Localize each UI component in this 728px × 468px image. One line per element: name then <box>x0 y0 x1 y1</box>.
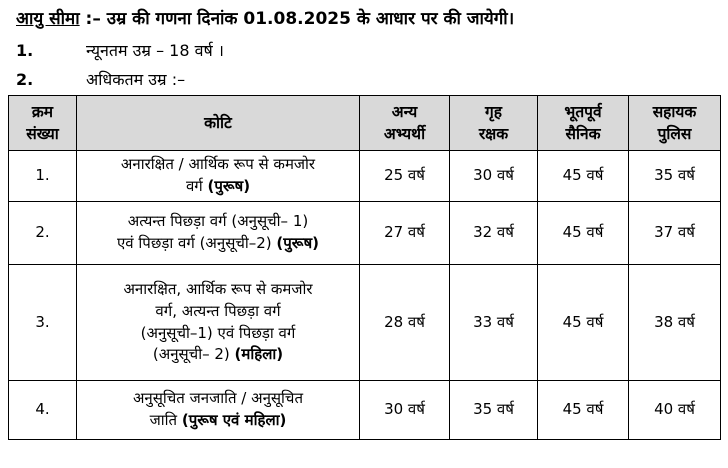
category-line <box>83 344 353 366</box>
header-line: क्रम <box>31 102 54 121</box>
header-line: भूतपूर्व <box>564 102 602 121</box>
ex-serviceman-age: 45 वर्ष <box>538 265 629 381</box>
header-line: अभ्यर्थी <box>383 125 426 143</box>
gender-label: (पुरूष) <box>207 177 251 195</box>
header-assistant-police <box>629 96 721 151</box>
header-serial-number <box>9 96 77 151</box>
header-line: सैनिक <box>565 125 601 143</box>
header-line: गृह <box>485 102 502 121</box>
category-line <box>83 176 353 198</box>
maximum-age-table <box>8 95 721 440</box>
category-line: अनुसूचित जनजाति / अनुसूचित <box>132 389 304 408</box>
table-row <box>9 265 721 381</box>
gender-label: (पुरूष एवं महिला) <box>181 411 287 429</box>
header-line: संख्या <box>26 125 59 143</box>
table-header-row <box>9 96 721 151</box>
header-line: अन्य <box>391 102 418 121</box>
item-number: 2. <box>16 70 34 89</box>
other-candidates-age: 28 वर्ष <box>360 265 450 381</box>
other-candidates-age: 30 वर्ष <box>360 381 450 440</box>
home-guard-age: 30 वर्ष <box>450 151 538 202</box>
category-text: जाति <box>149 411 182 429</box>
category-line <box>83 410 353 432</box>
table-row <box>9 151 721 202</box>
home-guard-age: 33 वर्ष <box>450 265 538 381</box>
category-cell <box>77 202 360 265</box>
age-limit-calculation-note: :– उम्र की गणना दिनांक 01.08.2025 के आधार पर की जायेगी। <box>79 9 515 29</box>
ex-serviceman-age: 45 वर्ष <box>538 202 629 265</box>
header-line: रक्षक <box>478 125 509 143</box>
assistant-police-age: 40 वर्ष <box>629 381 721 440</box>
category-text: एवं पिछड़ा वर्ग (अनुसूची–2) <box>117 234 277 252</box>
maximum-age-text: अधिकतम उम्र :– <box>86 70 186 89</box>
serial-cell: 1. <box>9 151 77 202</box>
assistant-police-age: 37 वर्ष <box>629 202 721 265</box>
category-cell <box>77 265 360 381</box>
header-ex-serviceman <box>538 96 629 151</box>
serial-cell: 2. <box>9 202 77 265</box>
category-line <box>83 233 353 255</box>
header-home-guard <box>450 96 538 151</box>
category-line: अनारक्षित / आर्थिक रूप से कमजोर <box>120 155 316 174</box>
ex-serviceman-age: 45 वर्ष <box>538 381 629 440</box>
serial-cell: 3. <box>9 265 77 381</box>
header-line: पुलिस <box>657 125 692 143</box>
category-line: अत्यन्त पिछड़ा वर्ग (अनुसूची– 1) <box>127 212 309 231</box>
category-line: अनारक्षित, आर्थिक रूप से कमजोर <box>123 280 313 298</box>
other-candidates-age: 25 वर्ष <box>360 151 450 202</box>
home-guard-age: 35 वर्ष <box>450 381 538 440</box>
assistant-police-age: 35 वर्ष <box>629 151 721 202</box>
gender-label: (महिला) <box>234 345 284 364</box>
table-row <box>9 381 721 440</box>
category-text: वर्ग <box>185 177 208 195</box>
minimum-age-item <box>16 39 224 61</box>
assistant-police-age: 38 वर्ष <box>629 265 721 381</box>
maximum-age-item <box>16 68 185 90</box>
minimum-age-text: न्यूनतम उम्र – 18 वर्ष । <box>86 41 224 60</box>
category-line: वर्ग, अत्यन्त पिछड़ा वर्ग <box>155 301 281 320</box>
table-row <box>9 202 721 265</box>
category-cell <box>77 381 360 440</box>
header-category: कोटि <box>77 96 360 151</box>
item-number: 1. <box>16 41 34 60</box>
gender-label: (पुरूष) <box>276 234 319 252</box>
category-text: (अनुसूची– 2) <box>152 345 235 364</box>
category-line: (अनुसूची–1) एवं पिछड़ा वर्ग <box>140 323 296 342</box>
category-cell <box>77 151 360 202</box>
age-limit-heading <box>16 6 514 29</box>
age-limit-label: आयु सीमा <box>16 9 80 29</box>
serial-cell: 4. <box>9 381 77 440</box>
header-other-candidates <box>360 96 450 151</box>
home-guard-age: 32 वर्ष <box>450 202 538 265</box>
other-candidates-age: 27 वर्ष <box>360 202 450 265</box>
header-line: सहायक <box>652 102 697 121</box>
ex-serviceman-age: 45 वर्ष <box>538 151 629 202</box>
